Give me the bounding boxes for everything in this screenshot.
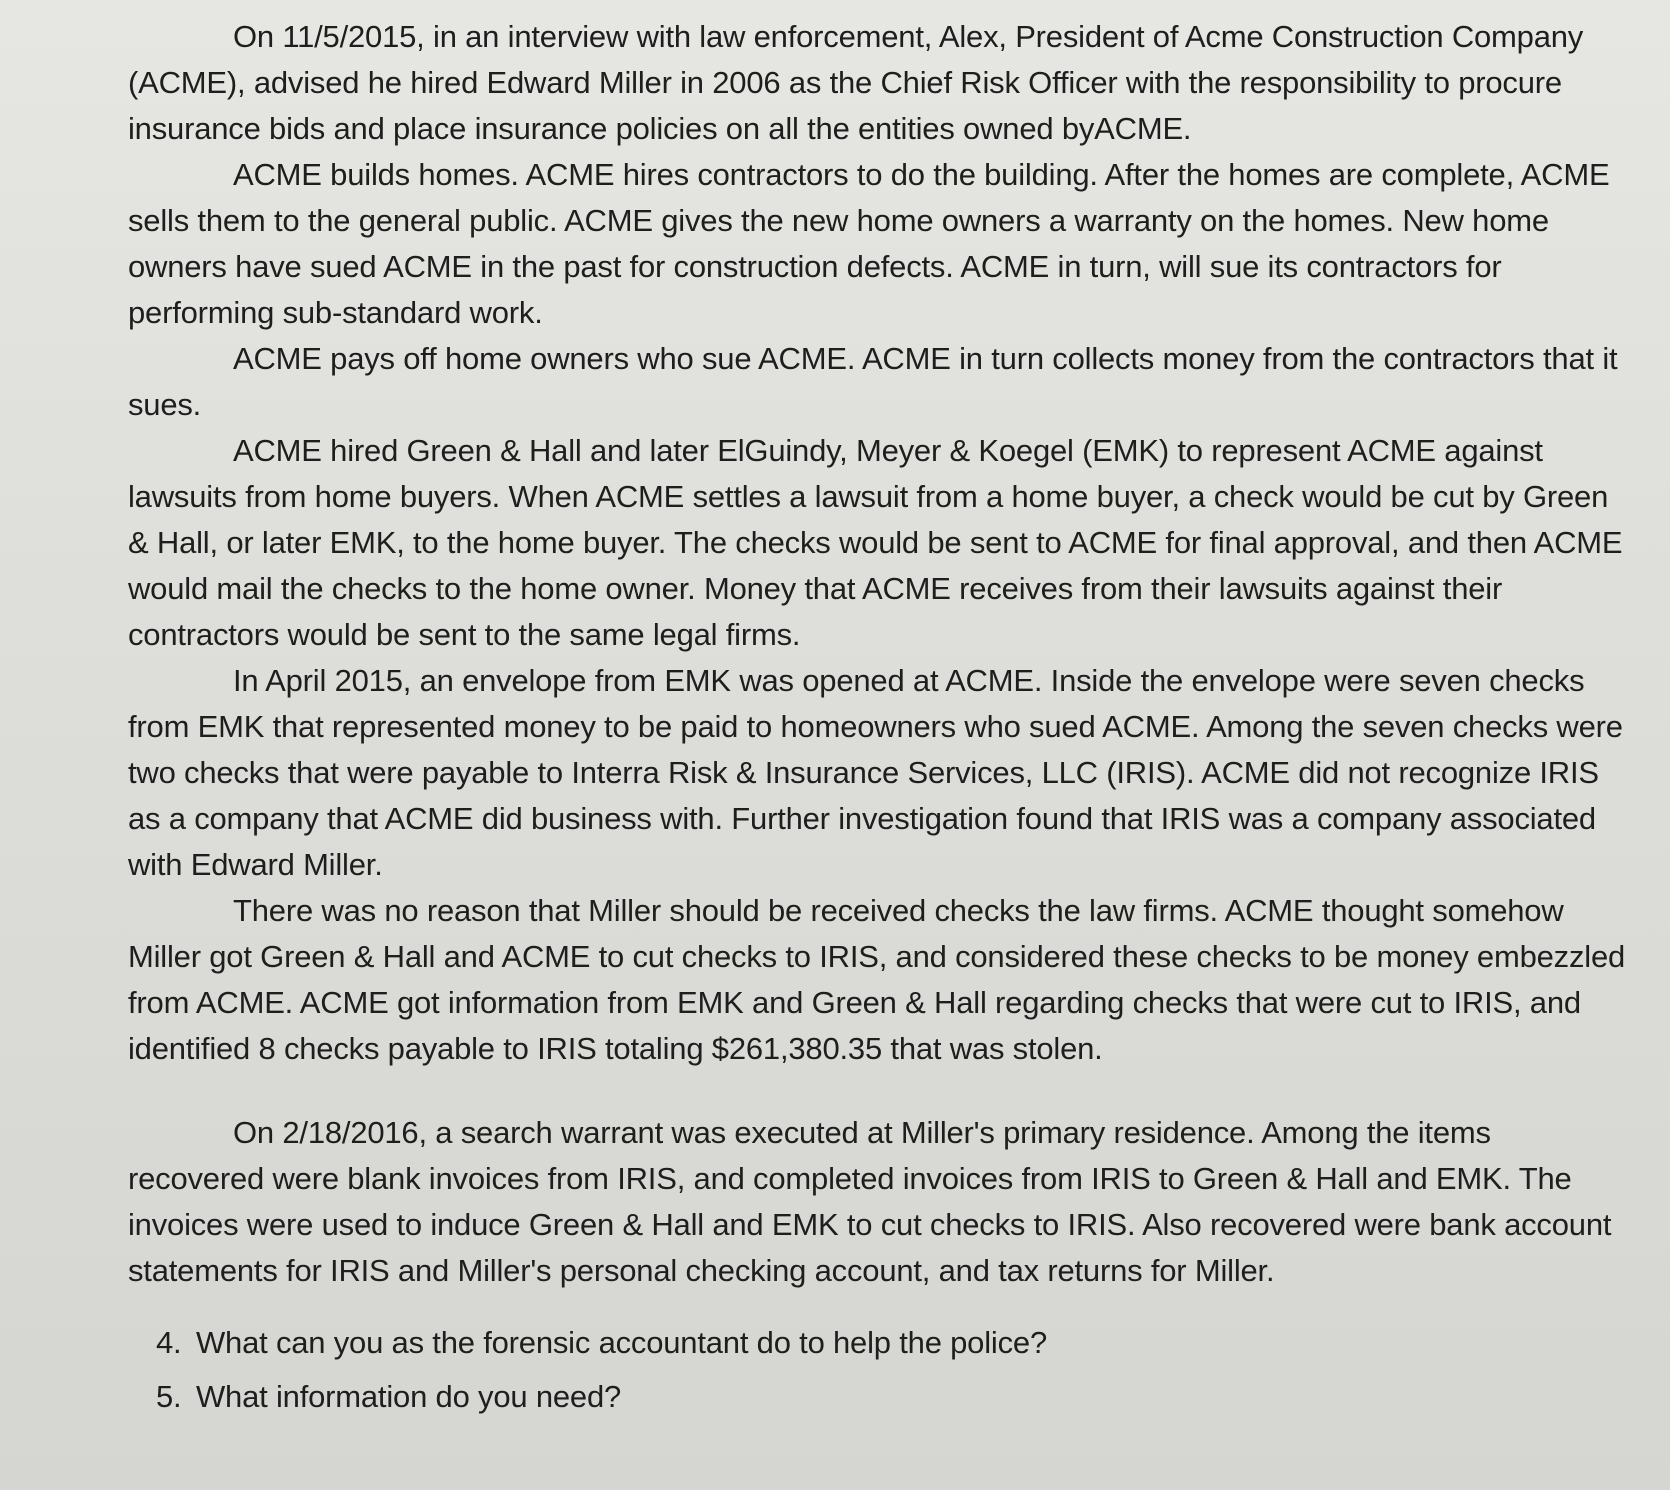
question-text: What can you as the forensic accountant do to help the police?: [196, 1325, 1047, 1360]
question-number: 4.: [156, 1325, 182, 1360]
question-item: [128, 1370, 1628, 1424]
question-number: 5.: [156, 1379, 182, 1414]
paragraph-search-warrant: On 2/18/2016, a search warrant was executed at Miller's primary residence. Among the items recovered were blank invoices from IRIS, and completed invoices from IRIS to Green & Hall and EMK. The invoices were used to induce Green & Hall and EMK to cut checks to IRIS. Also recovered were bank account statements for IRIS and Miller's personal checking account, and tax returns for Miller.: [128, 1115, 1612, 1288]
paragraph-acme-business: ACME builds homes. ACME hires contractors to do the building. After the homes are complete, ACME sells them to the general public. ACME gives the new home owners a warranty on the homes. New home owners have sued ACME in the past for construction defects. ACME in turn, will sue its contractors for performing sub-standard work.: [128, 157, 1610, 330]
paragraph-interview: On 11/5/2015, in an interview with law enforcement, Alex, President of Acme Construction Company (ACME), advised he hired Edward Miller in 2006 as the Chief Risk Officer with the responsibility to procure insurance bids and place insurance policies on all the entities owned byACME.: [128, 19, 1584, 146]
paragraph-law-firms: ACME hired Green & Hall and later ElGuindy, Meyer & Koegel (EMK) to represent ACME against lawsuits from home buyers. When ACME settles a lawsuit from a home buyer, a check would be cut by Green & Hall, or later EMK, to the home buyer. The checks would be sent to ACME for final approval, and then ACME would mail the checks to the home owner. Money that ACME receives from their lawsuits against their contractors would be sent to the same legal firms.: [128, 433, 1623, 652]
paragraph-envelope: In April 2015, an envelope from EMK was opened at ACME. Inside the envelope were seven checks from EMK that represented money to be paid to homeowners who sued ACME. Among the seven checks were two checks that were payable to Interra Risk & Insurance Services, LLC (IRIS). ACME did not recognize IRIS as a company that ACME did business with. Further investigation found that IRIS was a company associated with Edward Miller.: [128, 663, 1623, 882]
question-item: [128, 1316, 1628, 1370]
paragraph-embezzlement: There was no reason that Miller should be received checks the law firms. ACME thought somehow Miller got Green & Hall and ACME to cut checks to IRIS, and considered these checks to be money embezzled from ACME. ACME got information from EMK and Green & Hall regarding checks that were cut to IRIS, and identified 8 checks payable to IRIS totaling $261,380.35 that was stolen.: [128, 893, 1626, 1066]
paragraph-payoffs: ACME pays off home owners who sue ACME. ACME in turn collects money from the contractors that it sues.: [128, 341, 1618, 422]
question-text: What information do you need?: [196, 1379, 622, 1414]
document-body: [128, 14, 1628, 1424]
